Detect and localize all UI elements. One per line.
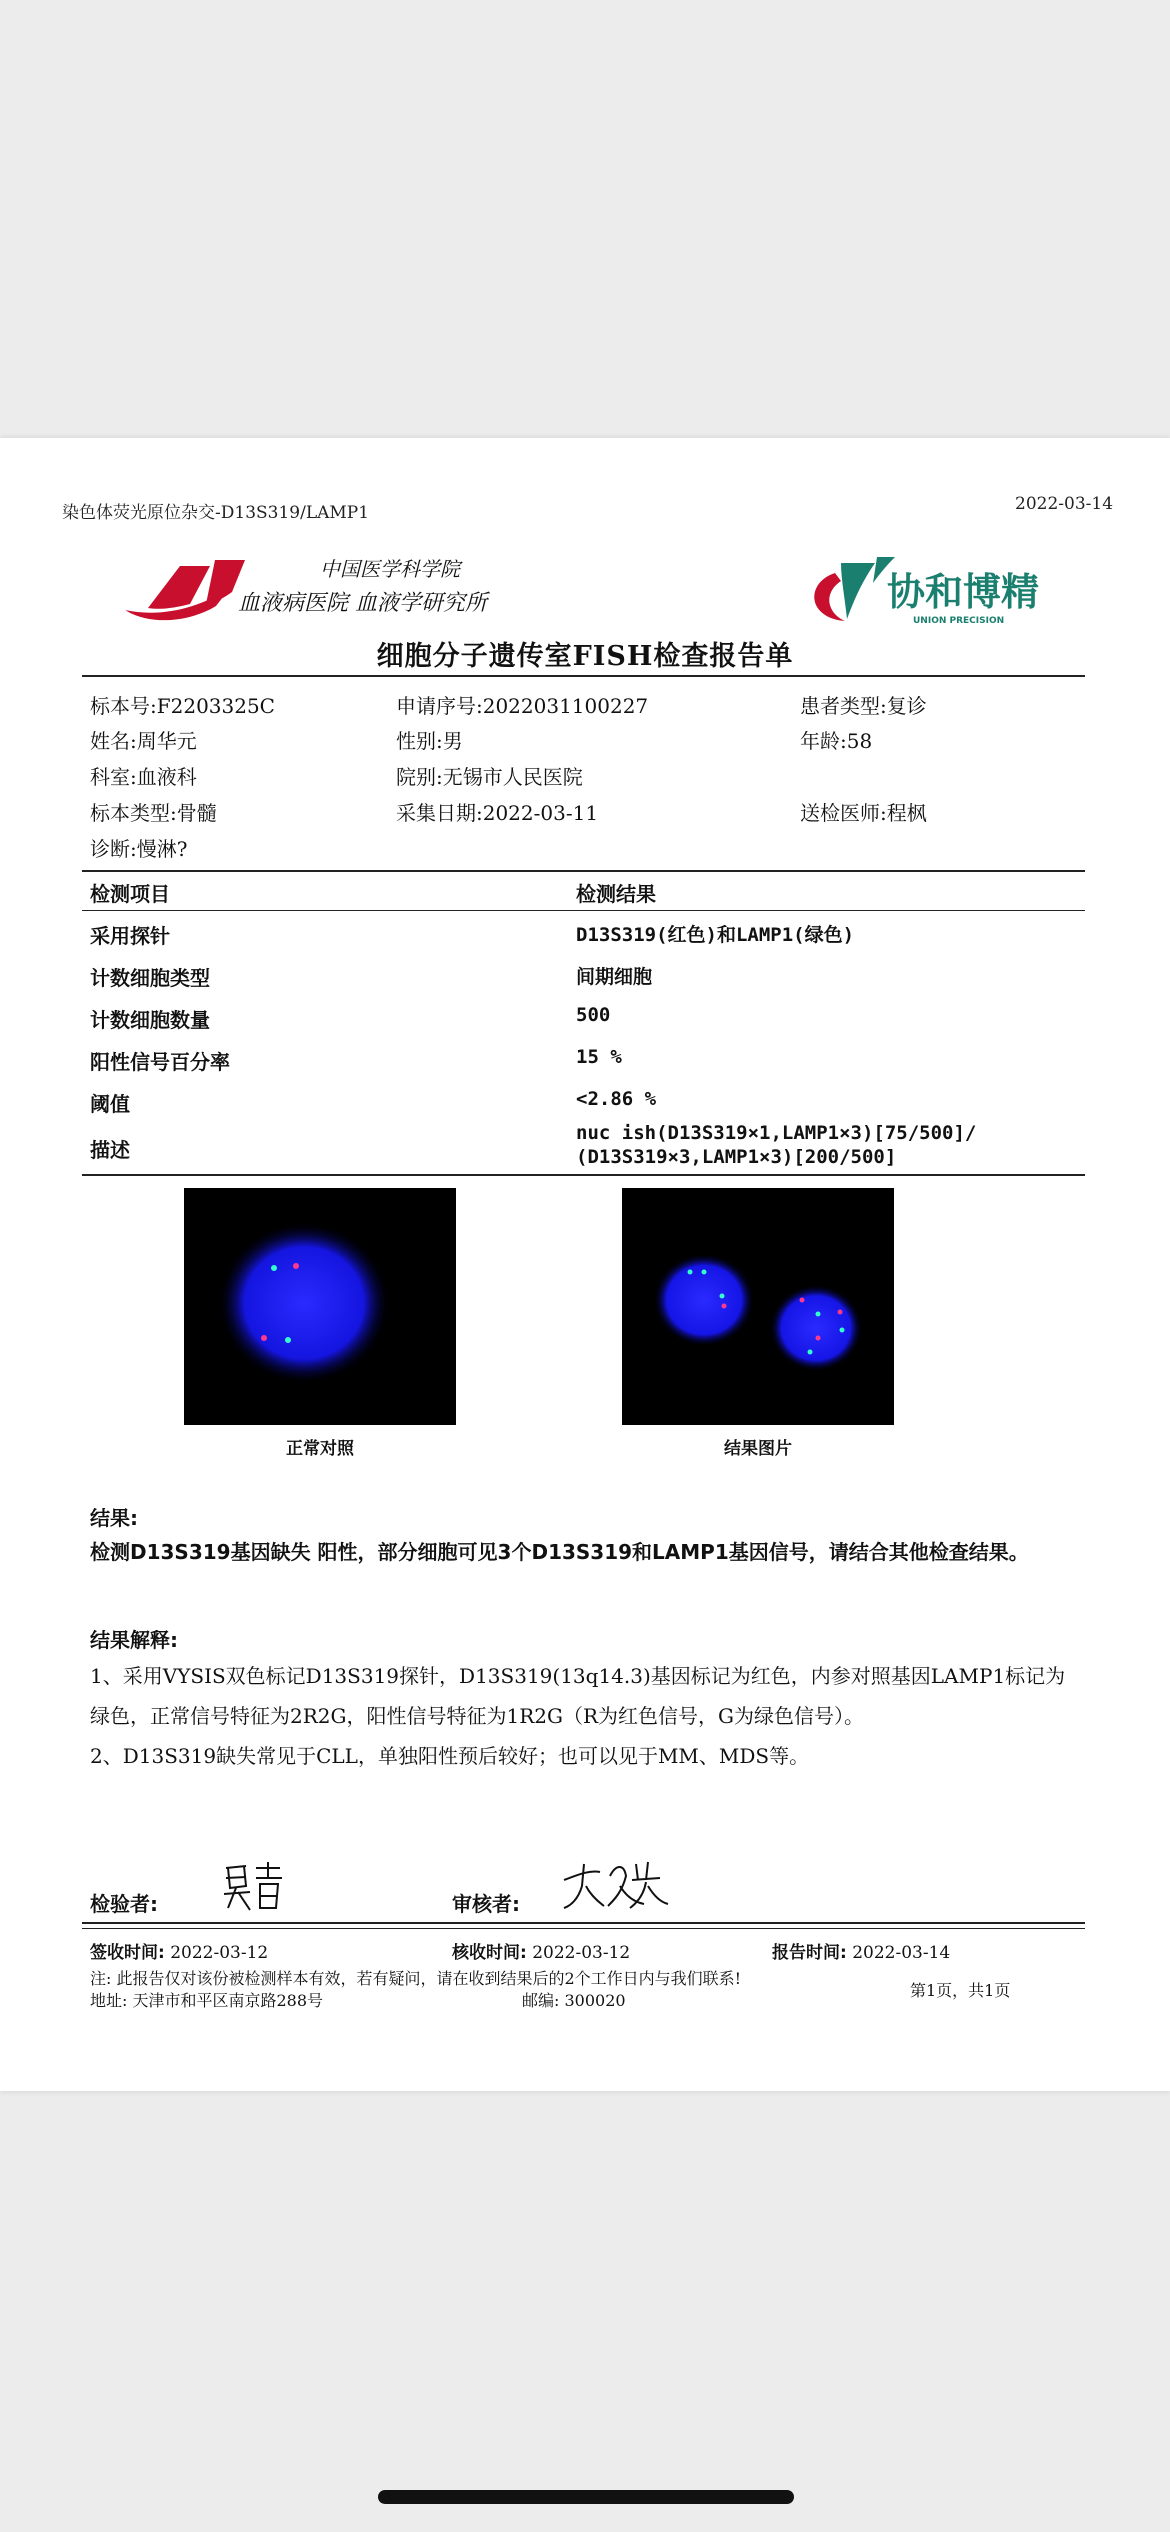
footer-note: 注: 此报告仅对该份被检测样本有效，若有疑问，请在收到结果后的2个工作日内与我们联系!: [90, 1969, 742, 1988]
row-threshold-label: 阈值: [90, 1092, 130, 1116]
row-cell-count-label: 计数细胞数量: [90, 1008, 210, 1032]
row-description-value-2: (D13S319×3,LAMP1×3)[200/500]: [576, 1146, 897, 1168]
footer-postcode: 邮编: 300020: [522, 1991, 626, 2010]
result-image-caption: 结果图片: [724, 1439, 792, 1459]
union-precision-logo-icon: [805, 543, 1050, 633]
reviewer-label: 审核者:: [452, 1892, 520, 1916]
svg-text:中国医学科学院: 中国医学科学院: [320, 557, 460, 581]
report-date: 2022-03-14: [852, 1943, 951, 1963]
footer-rule-1: [82, 1922, 1085, 1924]
checked-label: 核收时间:: [452, 1943, 527, 1963]
row-positive-rate-value: 15 %: [576, 1046, 622, 1068]
interpretation-line-1: 1、采用VYSIS双色标记D13S319探针，D13S319(13q14.3)基因标记为红色，内参对照基因LAMP1标记为: [90, 1664, 1066, 1688]
report-time: [772, 1938, 950, 1963]
patient-name: 姓名:周华元: [90, 729, 197, 753]
received-label: 签收时间:: [90, 1943, 165, 1963]
row-positive-rate-label: 阳性信号百分率: [90, 1050, 230, 1074]
reviewer-signature-icon: [560, 1856, 670, 1914]
col-result-header: 检测结果: [576, 882, 656, 906]
collect-date: 采集日期:2022-03-11: [396, 801, 599, 825]
normal-control-caption: 正常对照: [286, 1439, 354, 1459]
request-no: 申请序号:2022031100227: [396, 694, 649, 718]
result-cells-icon: [622, 1188, 894, 1425]
conclusion-title: 结果:: [90, 1506, 138, 1530]
report-label: 报告时间:: [772, 1943, 847, 1963]
row-probe-value: D13S319(红色)和LAMP1(绿色): [576, 924, 855, 946]
specimen-type: 标本类型:骨髓: [90, 801, 217, 825]
footer-address: 地址: 天津市和平区南京路288号: [90, 1991, 324, 2010]
normal-control-image: [184, 1188, 456, 1425]
received-time: [90, 1938, 268, 1963]
checked-time: [452, 1938, 630, 1963]
svg-text:血液病医院 血液学研究所: 血液病医院 血液学研究所: [238, 591, 487, 616]
union-precision-logo: [805, 543, 1050, 633]
row-threshold-value: <2.86 %: [576, 1088, 657, 1110]
report-title: 细胞分子遗传室FISH检查报告单: [376, 641, 794, 672]
row-cell-type-value: 间期细胞: [576, 966, 653, 988]
col-item-header: 检测项目: [90, 882, 170, 906]
footer-rule-2: [82, 1928, 1085, 1929]
interpretation-line-2: 绿色，正常信号特征为2R2G，阳性信号特征为1R2G（R为红色信号，G为绿色信号）。: [90, 1704, 865, 1728]
row-description-value: nuc ish(D13S319×1,LAMP1×3)[75/500]/: [576, 1122, 977, 1144]
normal-cell-icon: [184, 1188, 456, 1425]
row-cell-type-label: 计数细胞类型: [90, 966, 210, 990]
received-date: 2022-03-12: [170, 1943, 269, 1963]
row-cell-count-value: 500: [576, 1004, 611, 1026]
table-bottom-rule: [82, 1174, 1085, 1176]
row-probe-label: 采用探针: [90, 924, 170, 948]
interpretation-title: 结果解释:: [90, 1628, 178, 1652]
hospital-logo: [120, 548, 570, 628]
table-header-rule: [82, 910, 1085, 911]
hospital: 院别:无锡市人民医院: [396, 765, 583, 789]
tester-signature: [220, 1858, 290, 1916]
svg-text:协和博精: 协和博精: [887, 570, 1040, 614]
doctor: 送检医师:程枫: [800, 801, 927, 825]
specimen-no: 标本号:F2203325C: [90, 694, 275, 718]
tester-label: 检验者:: [90, 1892, 158, 1916]
table-top-rule: [82, 870, 1085, 872]
patient-age: 年龄:58: [800, 729, 873, 753]
conclusion-text: 检测D13S319基因缺失 阳性，部分细胞可见3个D13S319和LAMP1基因信号，请结合其他检查结果。: [90, 1540, 1029, 1564]
report-page: [0, 438, 1170, 2091]
patient-sex: 性别:男: [396, 729, 463, 753]
reviewer-signature: [560, 1856, 670, 1914]
svg-text:UNION PRECISION: UNION PRECISION: [913, 616, 1005, 626]
home-indicator[interactable]: [378, 2490, 794, 2504]
row-description-label: 描述: [90, 1138, 130, 1162]
interpretation-line-3: 2、D13S319缺失常见于CLL，单独阳性预后较好；也可以见于MM、MDS等。: [90, 1744, 810, 1768]
title-rule: [82, 675, 1085, 677]
page-number: 第1页，共1页: [910, 1981, 1011, 2000]
result-image: [622, 1188, 894, 1425]
test-name: 染色体荧光原位杂交-D13S319/LAMP1: [62, 503, 370, 523]
checked-date: 2022-03-12: [532, 1943, 631, 1963]
tester-signature-icon: [220, 1858, 290, 1916]
patient-type: 患者类型:复诊: [800, 694, 927, 718]
hospital-logo-icon: [120, 548, 570, 628]
print-date: 2022-03-14: [1015, 494, 1114, 514]
diagnosis: 诊断:慢淋?: [90, 837, 188, 861]
department: 科室:血液科: [90, 765, 197, 789]
